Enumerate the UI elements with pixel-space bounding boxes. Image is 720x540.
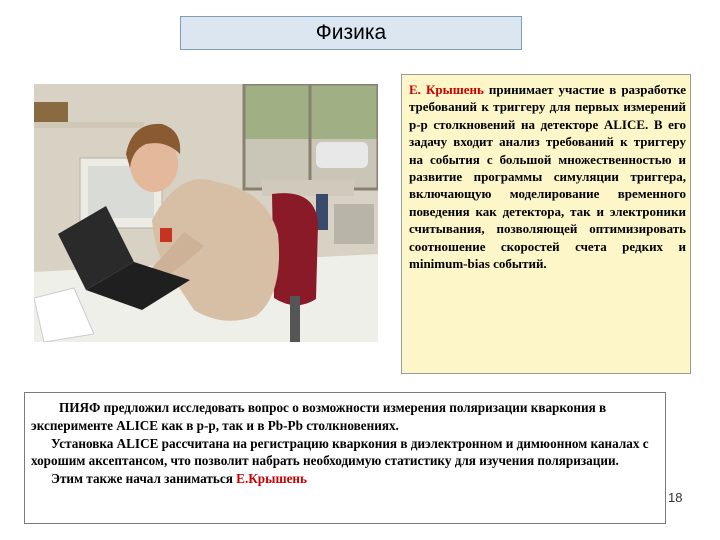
person-name: Е. Крышень [409, 82, 484, 97]
polarization-study-box [24, 392, 666, 524]
kryshen-name: Е.Крышень [236, 471, 308, 487]
slide-title [180, 16, 522, 50]
alice-acceptance-paragraph: Установка ALICE рассчитана на регистрацию кваркония в диэлектронном и димюонном каналах с хорошим аксептансом, что позволит набрать необходимую статистику для изучения поляризации. [31, 435, 649, 469]
also-started-paragraph [31, 470, 657, 488]
also-started-prefix: Этим также начал заниматься [51, 471, 237, 487]
photo-illustration [34, 84, 378, 342]
participation-description-text: принимает участие в разработке требований к триггеру для первых измерений p-p столкновений на детекторе ALICE. В его задачу входит анализ требований к триггеру на события с большой множественностью и развитие программы симуляции триггера, включающую моделирование временного поведения как детектора, так и электроники считывания, позволяющей оптимизировать соотношение скоростей счета редких и minimum-bias событий. [409, 82, 686, 272]
slide-title-text: Физика [315, 21, 387, 44]
polarization-proposal-paragraph: ПИЯФ предложил исследовать вопрос о возможности измерения поляризации кваркония в эксперименте ALICE как в p-p, так и в Pb-Pb столкновениях. [31, 400, 607, 433]
person-at-laptop-photo [34, 84, 378, 342]
page-number: 18 [668, 490, 683, 505]
participation-description-box [401, 74, 691, 374]
